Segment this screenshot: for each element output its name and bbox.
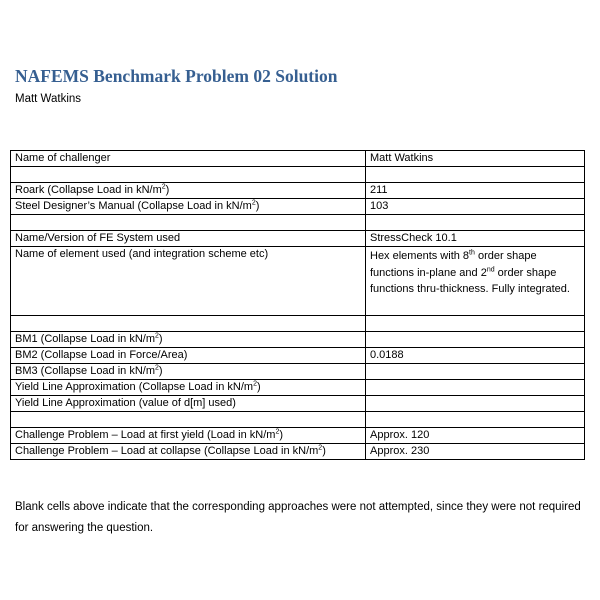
roark-value: 211 xyxy=(366,183,585,199)
sdm-value: 103 xyxy=(366,199,585,215)
spacer-row xyxy=(11,412,585,428)
fe-system-label: Name/Version of FE System used xyxy=(11,231,366,247)
table-row xyxy=(11,444,585,460)
table-row xyxy=(11,151,585,167)
bm3-value xyxy=(366,364,585,380)
table-row xyxy=(11,396,585,412)
yield-line-load-label: Yield Line Approximation (Collapse Load in $kN/m^2$) xyxy=(11,380,366,396)
first-yield-label: Challenge Problem – Load at first yield (Load in $kN/m^2$) xyxy=(11,428,366,444)
collapse-value: Approx. 230 xyxy=(366,444,585,460)
element-value: Hex elements with 8th order shape functions in-plane and 2nd order shape functions thru-thickness. Fully integrated. xyxy=(366,247,585,316)
table-row xyxy=(11,428,585,444)
table-row xyxy=(11,247,585,316)
bm2-value: 0.0188 xyxy=(366,348,585,364)
challenger-label: Name of challenger xyxy=(11,151,366,167)
bm1-value xyxy=(366,332,585,348)
table-row xyxy=(11,380,585,396)
document-title: NAFEMS Benchmark Problem 02 Solution xyxy=(15,66,338,86)
spacer-row xyxy=(11,316,585,332)
bm3-label: BM3 (Collapse Load in $kN/m^2$) xyxy=(11,364,366,380)
challenger-value: Matt Watkins xyxy=(366,151,585,167)
table-row xyxy=(11,199,585,215)
bm1-label: BM1 (Collapse Load in $kN/m^2$) xyxy=(11,332,366,348)
table-row xyxy=(11,183,585,199)
bm2-label: BM2 (Collapse Load in Force/Area) xyxy=(11,348,366,364)
yield-line-load-value xyxy=(366,380,585,396)
spacer-row xyxy=(11,215,585,231)
yield-line-d-value xyxy=(366,396,585,412)
table-row xyxy=(11,348,585,364)
footnote: Blank cells above indicate that the corresponding approaches were not attempted, since they were not required for answering the question. xyxy=(15,501,581,534)
first-yield-value: Approx. 120 xyxy=(366,428,585,444)
results-table xyxy=(10,150,585,460)
element-label: Name of element used (and integration scheme etc) xyxy=(11,247,366,316)
collapse-label: Challenge Problem – Load at collapse (Collapse Load in $kN/m^2$) xyxy=(11,444,366,460)
spacer-row xyxy=(11,167,585,183)
table-row xyxy=(11,332,585,348)
fe-system-value: StressCheck 10.1 xyxy=(366,231,585,247)
table-row xyxy=(11,364,585,380)
table-row xyxy=(11,231,585,247)
document-author: Matt Watkins xyxy=(15,93,82,105)
sdm-label: Steel Designer’s Manual (Collapse Load in $kN/m^2$) xyxy=(11,199,366,215)
roark-label: Roark (Collapse Load in $kN/m^2$) xyxy=(11,183,366,199)
yield-line-d-label: Yield Line Approximation (value of d[m] used) xyxy=(11,396,366,412)
